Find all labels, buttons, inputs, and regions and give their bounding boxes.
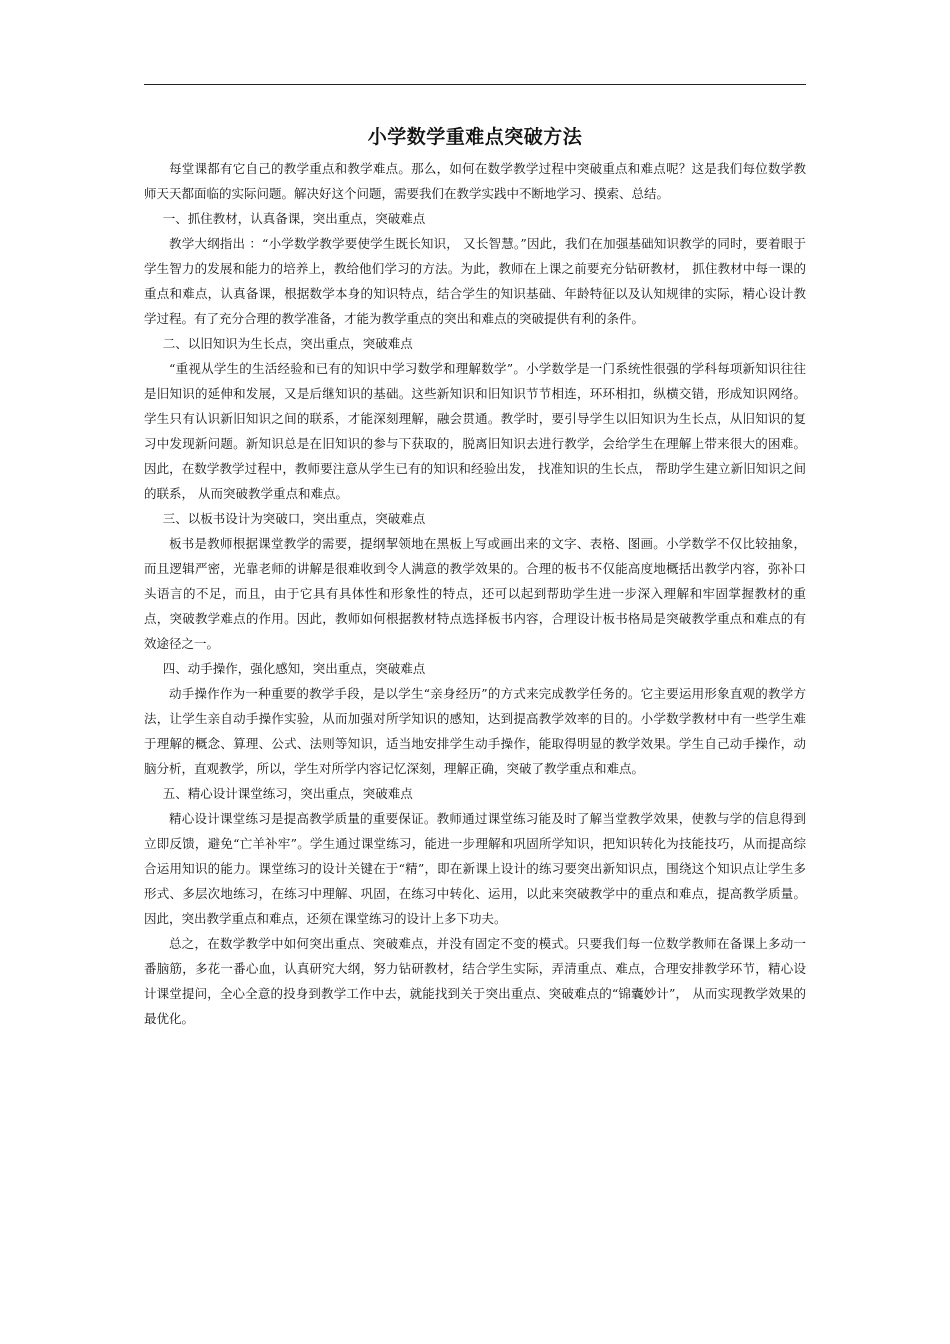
conclusion-paragraph: 总之，在数学教学中如何突出重点、突破难点，并没有固定不变的模式。只要我们每一位数学教师在备课上多动一番脑筋，多花一番心血，认真研究大纲，努力钻研教材，结合学生实际，弄清重点、难点，合理安排教学环节，精心设计课堂提问，全心全意的投身到教学工作中去，就能找到关于突出重点、突破难点的“锦囊妙计”， 从而实现教学效果的最优化。 (144, 936, 806, 1026)
section-1-heading: 一、抓住教材，认真备课，突出重点，突破难点 (162, 211, 426, 226)
section-3-body: 板书是教师根据课堂教学的需要，提纲挈领地在黑板上写或画出来的文字、表格、图画。小学数学不仅比较抽象，而且逻辑严密，光靠老师的讲解是很难收到令人满意的教学效果的。合理的板书不仅能高度地概括出教学内容，弥补口头语言的不足，而且，由于它具有具体性和形象性的特点，还可以起到帮助学生进一步深入理解和牢固掌握教材的重点，突破教学难点的作用。因此，教师如何根据教材特点选择板书内容，合理设计板书格局是突破教学重点和难点的有效途径之一。 (144, 536, 806, 651)
section-5-heading: 五、精心设计课堂练习，突出重点，突破难点 (162, 786, 413, 801)
section-2-body: “重视从学生的生活经验和已有的知识中学习数学和理解数学”。小学数学是一门系统性很强的学科每项新知识往往是旧知识的延伸和发展，又是后继知识的基础。这些新知识和旧知识节节相连，环环相扣，纵横交错，形成知识网络。学生只有认识新旧知识之间的联系，才能深刻理解，融会贯通。教学时，要引导学生以旧知识为生长点，从旧知识的复习中发现新问题。新知识总是在旧知识的参与下获取的，脱离旧知识去进行教学，会给学生在理解上带来很大的困难。因此，在数学教学过程中，教师要注意从学生已有的知识和经验出发， 找准知识的生长点， 帮助学生建立新旧知识之间的联系， 从而突破教学重点和难点。 (144, 361, 806, 501)
section-1-body: 教学大纲指出 ：“小学数学教学要使学生既长知识， 又长智慧。”因此，我们在加强基础知识教学的同时，要着眼于学生智力的发展和能力的培养上，教给他们学习的方法。为此，教师在上课之前要充分钻研教材， 抓住教材中每一课的重点和难点，认真备课，根据数学本身的知识特点，结合学生的知识基础、年龄特征以及认知规律的实际，精心设计教学过程。有了充分合理的教学准备，才能为教学重点的突出和难点的突破提供有利的条件。 (144, 236, 806, 326)
intro-paragraph: 每堂课都有它自己的教学重点和教学难点。那么，如何在数学教学过程中突破重点和难点呢？这是我们每位数学教师天天都面临的实际问题。解决好这个问题，需要我们在教学实践中不断地学习、摸索、总结。 (144, 161, 806, 201)
section-4-body: 动手操作作为一种重要的教学手段，是以学生“亲身经历”的方式来完成教学任务的。它主要运用形象直观的教学方法，让学生亲自动手操作实验，从而加强对所学知识的感知，达到提高教学效率的目的。小学数学教材中有一些学生难于理解的概念、算理、公式、法则等知识，适当地安排学生动手操作，能取得明显的教学效果。学生自己动手操作，动脑分析，直观教学，所以，学生对所学内容记忆深刻，理解正确，突破了教学重点和难点。 (144, 686, 806, 776)
section-4-heading: 四、动手操作，强化感知，突出重点，突破难点 (162, 661, 426, 676)
document-content (144, 124, 806, 1031)
section-5-body: 精心设计课堂练习是提高教学质量的重要保证。教师通过课堂练习能及时了解当堂教学效果，使教与学的信息得到立即反馈，避免“亡羊补牢”。学生通过课堂练习，能进一步理解和巩固所学知识，把知识转化为技能技巧，从而提高综合运用知识的能力。课堂练习的设计关键在于“精”，即在新课上设计的练习要突出新知识点，围绕这个知识点让学生多形式、多层次地练习，在练习中理解、巩固，在练习中转化、运用，以此来突破教学中的重点和难点，提高教学质量。因此，突出教学重点和难点，还须在课堂练习的设计上多下功夫。 (144, 811, 806, 926)
header-rule (144, 84, 806, 85)
document-title: 小学数学重难点突破方法 (367, 126, 583, 148)
section-2-heading: 二、以旧知识为生长点，突出重点，突破难点 (162, 336, 413, 351)
section-3-heading: 三、以板书设计为突破口，突出重点，突破难点 (162, 511, 426, 526)
